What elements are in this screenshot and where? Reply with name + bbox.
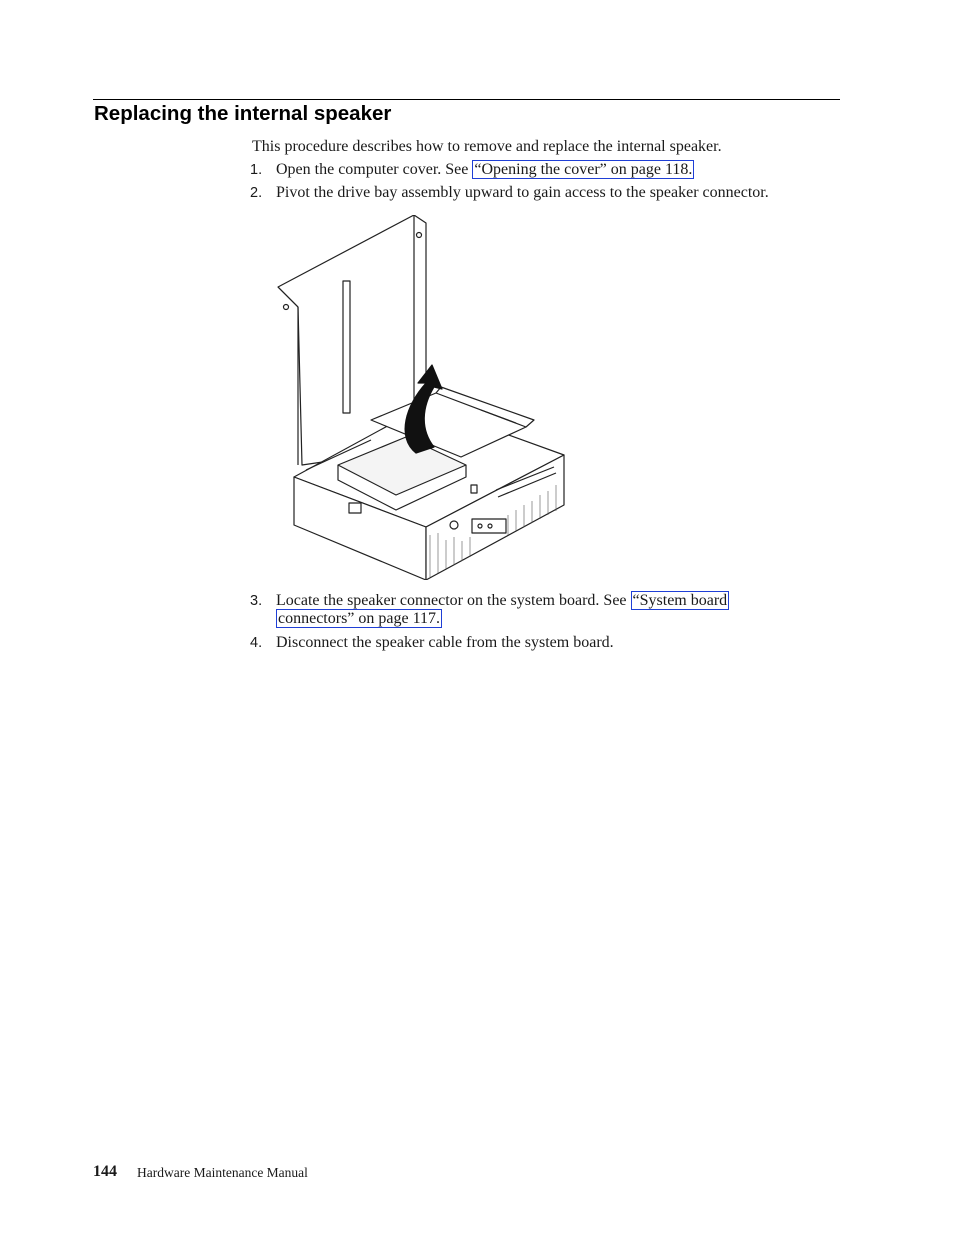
step-number: 4. bbox=[250, 635, 263, 651]
opening-cover-link[interactable]: “Opening the cover” on page 118. bbox=[474, 161, 693, 178]
step-number: 2. bbox=[250, 185, 263, 201]
page-number: 144 bbox=[93, 1163, 117, 1180]
manual-title: Hardware Maintenance Manual bbox=[137, 1165, 308, 1180]
system-board-connectors-link[interactable]: “System board bbox=[632, 592, 728, 609]
header-rule bbox=[93, 99, 840, 100]
step-text bbox=[276, 161, 694, 179]
drive-bay-pivot-illustration bbox=[276, 215, 568, 580]
system-board-connectors-link-continued[interactable]: connectors” on page 117. bbox=[278, 610, 441, 627]
intro-paragraph: This procedure describes how to remove and replace the internal speaker. bbox=[252, 138, 722, 155]
section-title: Replacing the internal speaker bbox=[94, 102, 392, 125]
step-text bbox=[276, 592, 729, 628]
step-text-body: Locate the speaker connector on the system board. See bbox=[276, 592, 631, 609]
step-number: 3. bbox=[250, 593, 263, 609]
step-text: Disconnect the speaker cable from the system board. bbox=[276, 634, 614, 651]
step-text: Pivot the drive bay assembly upward to gain access to the speaker connector. bbox=[276, 184, 769, 201]
step-text-body: Open the computer cover. See bbox=[276, 161, 473, 178]
step-number: 1. bbox=[250, 162, 263, 178]
